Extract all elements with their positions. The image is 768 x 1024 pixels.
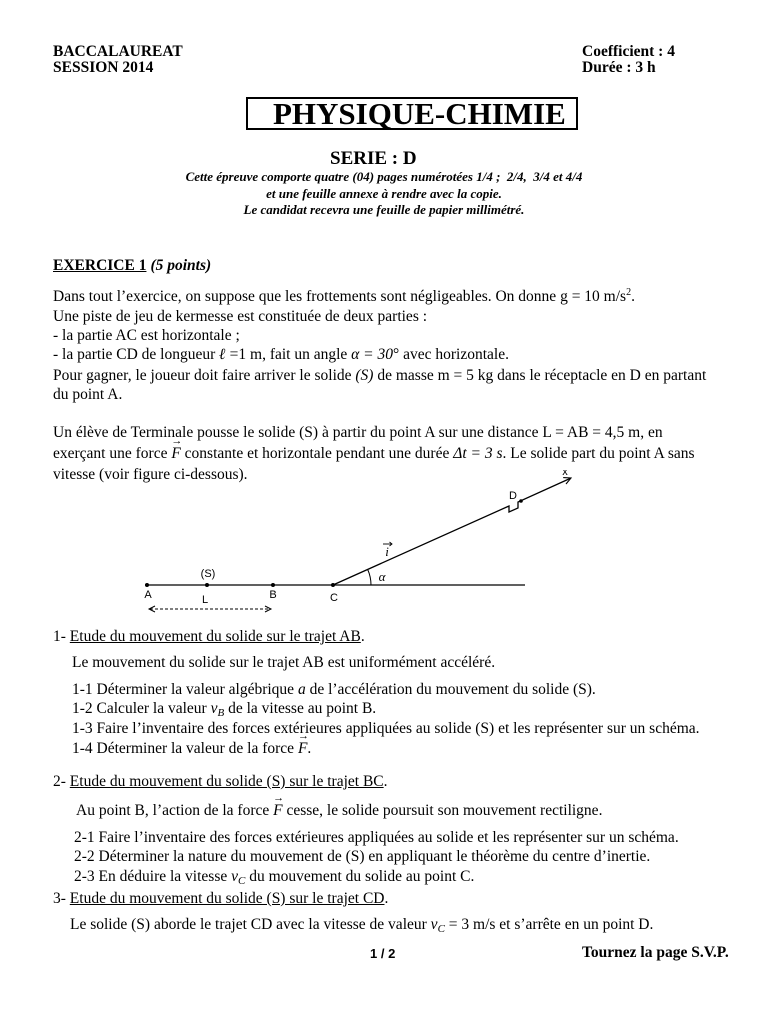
part1-heading (53, 627, 365, 646)
question-1-2 (72, 699, 376, 718)
text-run: Le solide (S) aborde le trajet CD avec la vitesse de valeur (70, 916, 431, 933)
point-b-label: B (269, 589, 277, 601)
text-run: 1-3 Faire l’inventaire des forces extérieures appliquées au solide (S) et les représenter sur un schéma. (72, 720, 700, 737)
question-2-3 (74, 867, 474, 886)
text-run: ° avec horizontale. (393, 346, 509, 363)
text-run: vitesse (voir figure ci-dessous). (53, 466, 248, 483)
text-run: 1-1 Déterminer la valeur algébrique (72, 681, 298, 698)
text-run: de masse m = 5 kg dans le réceptacle en D en partant (373, 367, 707, 384)
text-run: cesse, le solide poursuit son mouvement rectiligne. (282, 802, 603, 819)
math-velocity: v (231, 868, 238, 885)
intro-line (53, 326, 240, 345)
math-length: ℓ (219, 346, 226, 363)
angle-arc (368, 570, 371, 586)
text-run: exerçant une force (53, 445, 172, 462)
intro-line (53, 366, 706, 385)
text-run: 1-2 Calculer la valeur (72, 700, 211, 717)
turn-page-note: Tournez la page S.V.P. (582, 944, 729, 961)
question-2-2 (74, 847, 650, 866)
text-run: 2-3 En déduire la vitesse (74, 868, 232, 885)
force-vector: → F (298, 739, 307, 758)
text-run: 2-1 Faire l’inventaire des forces extérieures appliquées au solide et les représenter sur un schéma. (74, 829, 679, 846)
subject-title: PHYSIQUE-CHIMIE (273, 96, 566, 131)
math-duration: Δt = 3 s (453, 445, 503, 462)
intro-line (53, 345, 509, 364)
exercise-title: EXERCICE 1 (53, 257, 147, 274)
math-velocity: v (430, 916, 438, 933)
point-d-dot (519, 499, 523, 503)
math-subscript: B (217, 707, 225, 719)
distance-label: L (201, 594, 209, 606)
exam-name: BACCALAUREAT (53, 43, 183, 60)
math-acceleration: a (297, 681, 306, 698)
text-run: . (631, 288, 635, 305)
math-subscript: C (437, 923, 445, 935)
part3-heading (53, 889, 388, 908)
intro-line (53, 287, 635, 306)
intro-line (53, 385, 122, 404)
text-run: 1-4 Déterminer la valeur de la force (72, 740, 298, 757)
question-1-1 (72, 680, 596, 699)
math-subscript: C (238, 875, 246, 887)
solid-label: (S) (200, 568, 216, 580)
part2-statement (76, 801, 602, 820)
part3-statement (70, 915, 653, 934)
text-run: . (307, 740, 312, 757)
exponent: 2 (626, 287, 632, 298)
text-run: Un élève de Terminale pousse le solide (S) à partir du point A sur une distance L = AB = 4,5 m, en (53, 424, 663, 441)
point-a-label: A (144, 589, 152, 601)
exam-session: SESSION 2014 (53, 59, 154, 76)
part-title: Etude du mouvement du solide sur le trajet AB (69, 628, 361, 645)
page-number: 1 / 2 (370, 946, 396, 961)
part-title-end: . (383, 773, 388, 790)
question-2-1 (74, 828, 679, 847)
intro-line (53, 307, 427, 326)
unit-vector-label: i (385, 544, 389, 559)
text-run: - la partie CD de longueur (53, 346, 220, 363)
text-run: du mouvement du solide au point C. (245, 868, 475, 885)
axis-label: x (562, 470, 568, 478)
text-run: du point A. (53, 386, 123, 403)
question-1-4 (72, 739, 311, 758)
part1-statement (72, 653, 495, 672)
point-b-dot (271, 583, 275, 587)
text-run: =1 m, fait un angle (225, 346, 352, 363)
question-1-3 (72, 719, 700, 738)
point-a-dot (145, 583, 149, 587)
part-number: 1- (53, 628, 70, 645)
text-run: Au point B, l’action de la force (76, 802, 274, 819)
part2-heading (53, 772, 388, 791)
setup-line (53, 423, 663, 442)
text-run: constante et horizontale pendant une durée (180, 445, 454, 462)
math-solid: (S) (355, 367, 374, 384)
text-run: de l’accélération du mouvement du solide (S). (305, 681, 596, 698)
serie-label: SERIE : D (330, 148, 417, 169)
text-run: - la partie AC est horizontale ; (53, 327, 240, 344)
part-title: Etude du mouvement du solide (S) sur le trajet CD (69, 890, 385, 907)
notice-line-pages: Cette épreuve comporte quatre (04) pages numérotées 1/4 ; 2/4, 3/4 et 4/4 (185, 169, 583, 184)
notice-line-paper: Le candidat recevra une feuille de papier millimétré. (243, 202, 525, 217)
text-run: Le mouvement du solide sur le trajet AB est uniformément accéléré. (72, 654, 496, 671)
math-velocity: v (210, 700, 218, 717)
notice-line-annex: et une feuille annexe à rendre avec la copie. (266, 185, 502, 201)
exercise-points: (5 points) (150, 257, 212, 274)
part-number: 2- (53, 773, 70, 790)
subject-title-box (246, 97, 578, 130)
incline-track (333, 479, 570, 586)
part-title: Etude du mouvement du solide (S) sur le trajet BC (69, 773, 384, 790)
text-run: Une piste de jeu de kermesse est constituée de deux parties : (53, 308, 428, 325)
angle-label: α (378, 569, 386, 584)
part-title-end: . (384, 890, 389, 907)
exam-notice (94, 169, 674, 219)
text-run: = 3 m/s et s’arrête en un point D. (444, 916, 654, 933)
text-run: de la vitesse au point B. (224, 700, 377, 717)
solid-dot (205, 583, 209, 587)
math-angle: α = 30 (351, 346, 394, 363)
text-run: 2-2 Déterminer la nature du mouvement de (S) en appliquant le théorème du centre d’inertie. (74, 848, 651, 865)
text-run: . Le solide part du point A sans (502, 445, 695, 462)
exam-duration: Durée : 3 h (582, 59, 656, 76)
force-vector: → F (171, 444, 180, 463)
text-run: Pour gagner, le joueur doit faire arriver le solide (53, 367, 356, 384)
text-run: Dans tout l’exercice, on suppose que les frottements sont négligeables. On donne g = 10 m/s (53, 288, 627, 305)
part-number: 3- (53, 890, 70, 907)
point-d-label: D (509, 490, 517, 502)
exercise-heading (53, 256, 211, 275)
point-c-label: C (330, 592, 338, 604)
force-vector: → F (273, 801, 282, 820)
track-figure (0, 470, 768, 620)
point-c-dot (331, 583, 335, 587)
setup-line (53, 444, 695, 463)
part-title-end: . (360, 628, 365, 645)
exam-coefficient: Coefficient : 4 (582, 43, 675, 60)
